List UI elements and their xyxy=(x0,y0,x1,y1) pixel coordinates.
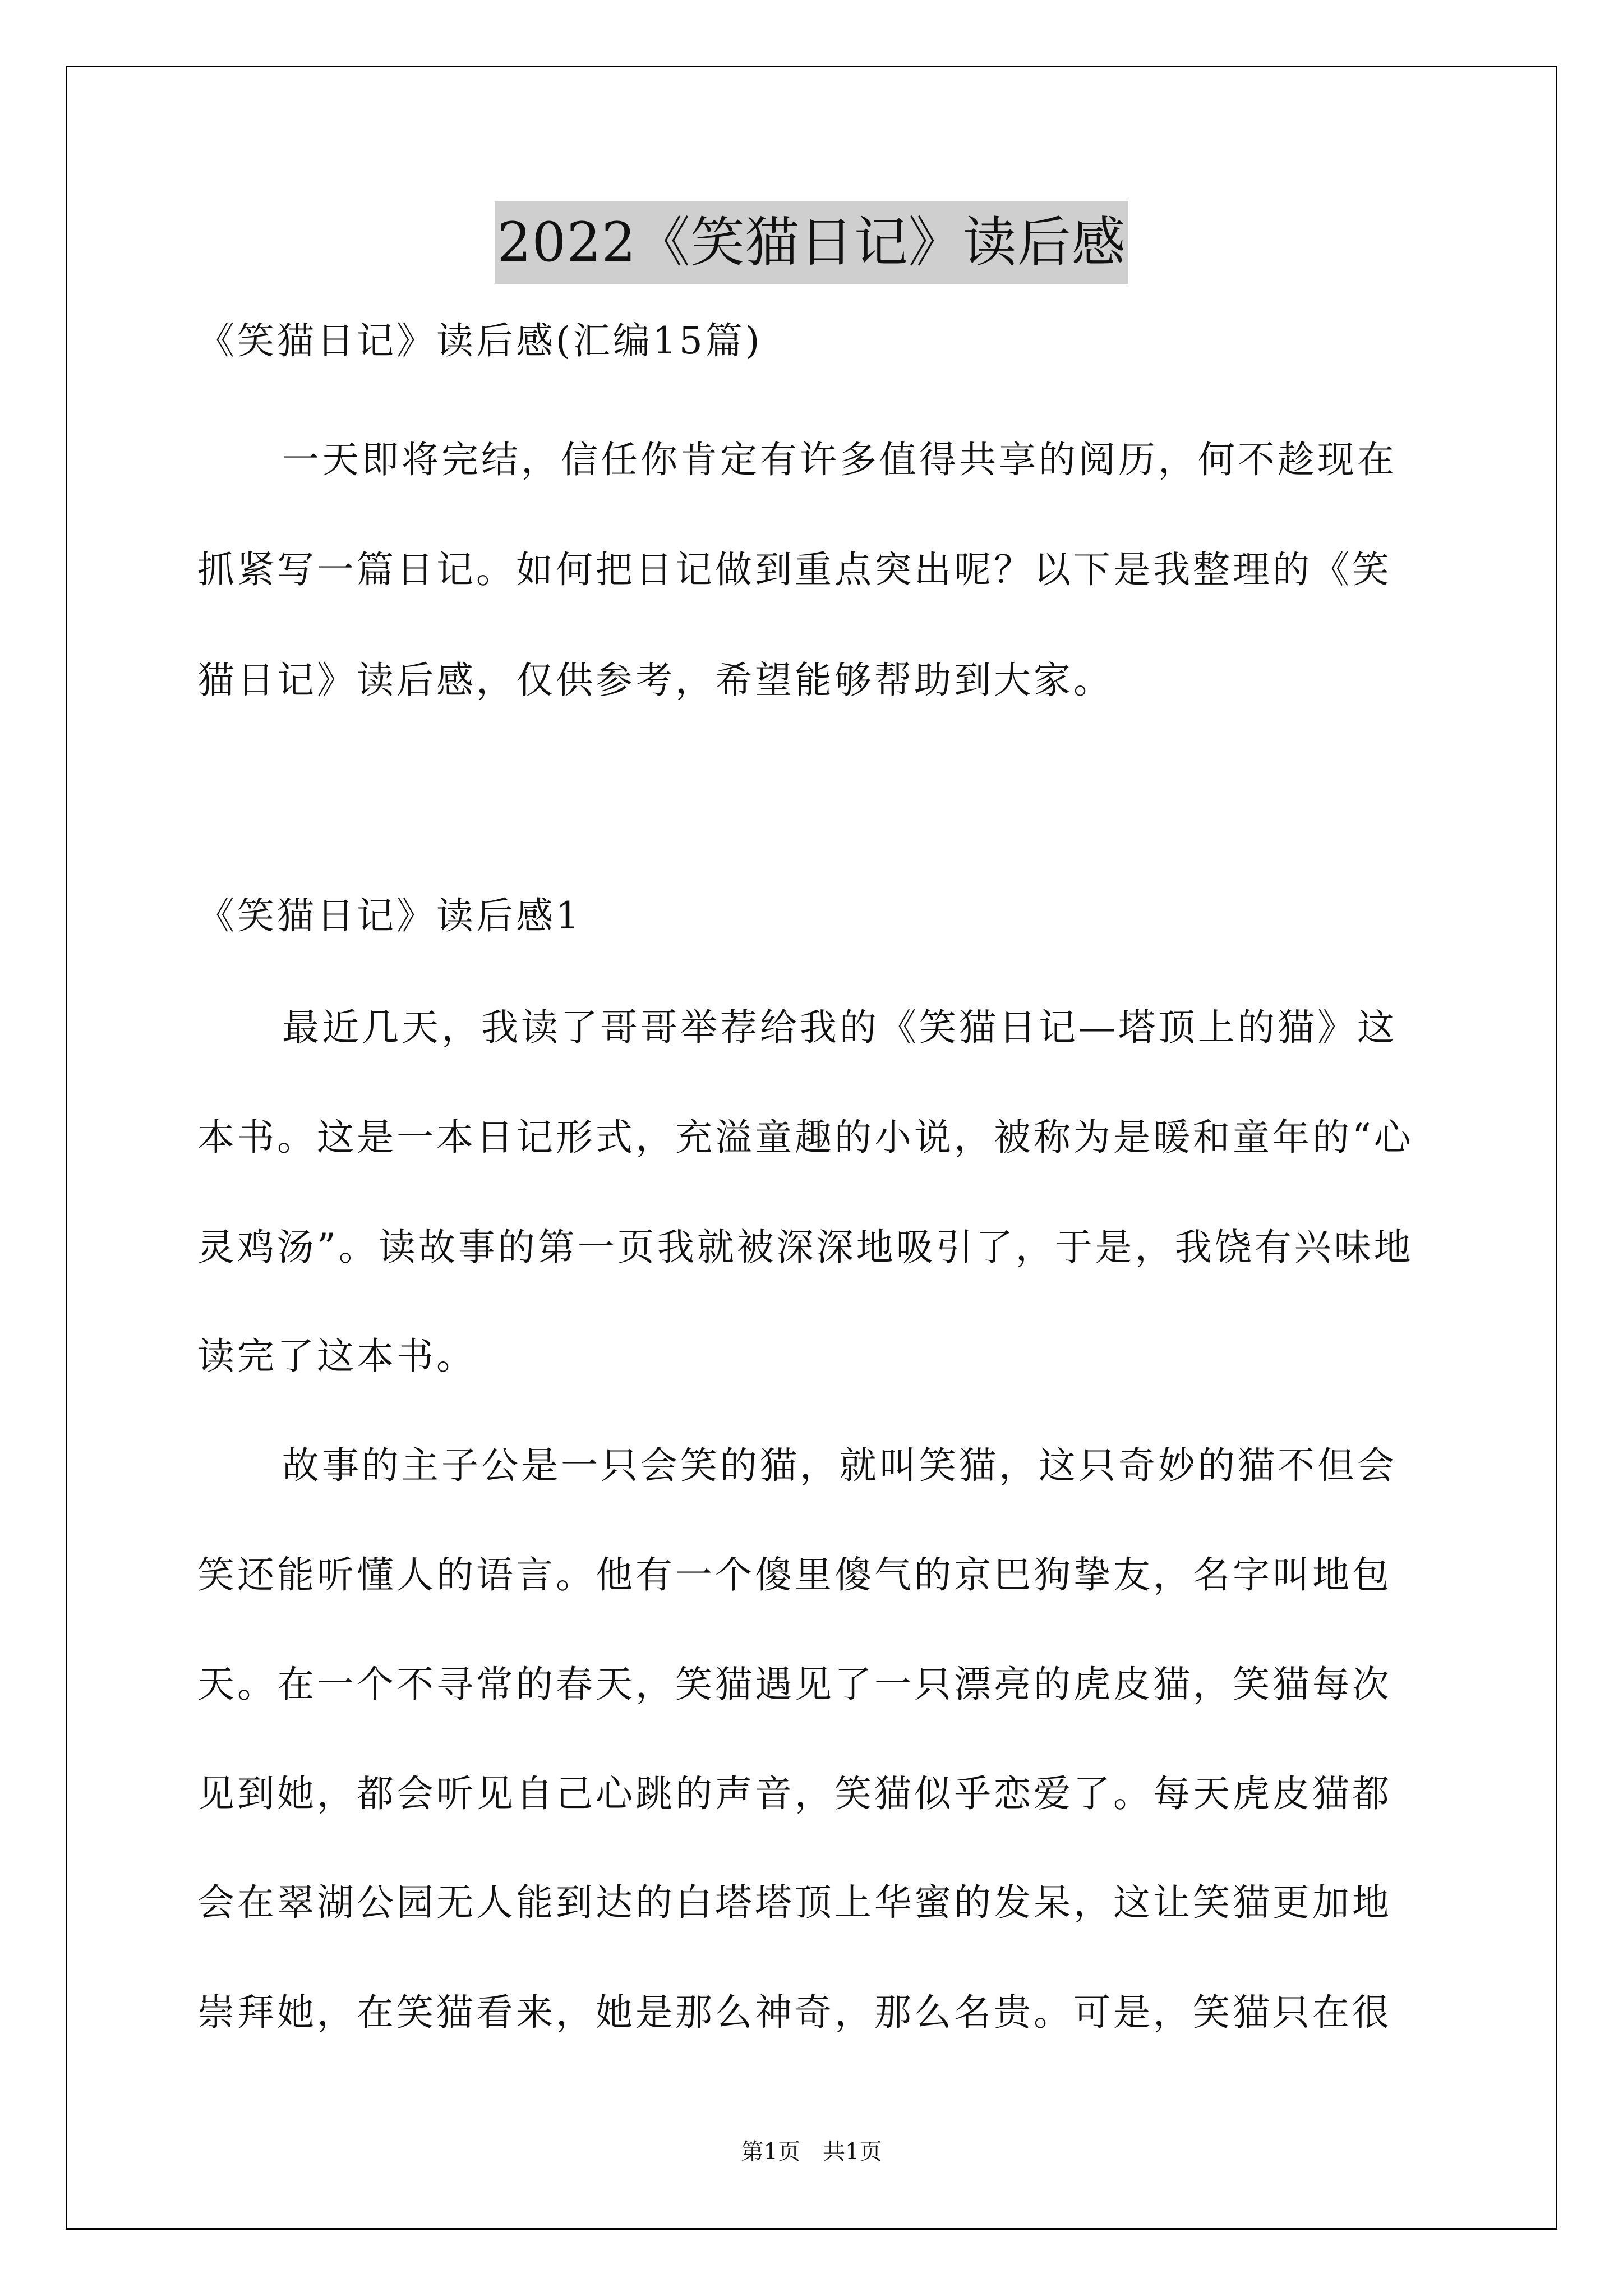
paragraph-line: 崇拜她，在笑猫看来，她是那么神奇，那么名贵。可是，笑猫只在很 xyxy=(197,1991,1392,2034)
intro-line: 猫日记》读后感，仅供参考，希望能够帮助到大家。 xyxy=(197,659,1113,702)
paragraph-line: 见到她，都会听见自己心跳的声音，笑猫似乎恋爱了。每天虎皮猫都 xyxy=(197,1772,1392,1815)
title-container xyxy=(0,201,1623,284)
paragraph-line: 会在翠湖公园无人能到达的白塔塔顶上华蜜的发呆，这让笑猫更加地 xyxy=(197,1881,1392,1924)
document-title: 2022《笑猫日记》读后感 xyxy=(495,201,1128,284)
paragraph-line: 天。在一个不寻常的春天，笑猫遇见了一只漂亮的虎皮猫，笑猫每次 xyxy=(197,1663,1392,1706)
intro-line: 一天即将完结，信任你肯定有许多值得共享的阅历，何不趁现在 xyxy=(282,438,1397,481)
paragraph-line: 笑还能听懂人的语言。他有一个傻里傻气的京巴狗挚友，名字叫地包 xyxy=(197,1553,1392,1596)
paragraph-line: 本书。这是一本日记形式，充溢童趣的小说，被称为是暖和童年的“心 xyxy=(197,1116,1414,1159)
paragraph-line: 读完了这本书。 xyxy=(197,1335,476,1378)
paragraph-line: 最近几天，我读了哥哥举荐给我的《笑猫日记—塔顶上的猫》这 xyxy=(282,1006,1397,1049)
section-heading: 《笑猫日记》读后感1 xyxy=(197,894,582,937)
paragraph-line: 故事的主子公是一只会笑的猫，就叫笑猫，这只奇妙的猫不但会 xyxy=(282,1444,1397,1487)
page-number-footer: 第1页 共1页 xyxy=(741,2139,882,2165)
paragraph-line: 灵鸡汤”。读故事的第一页我就被深深地吸引了，于是，我饶有兴味地 xyxy=(197,1226,1414,1269)
document-subtitle: 《笑猫日记》读后感(汇编15篇) xyxy=(197,319,763,362)
intro-line: 抓紧写一篇日记。如何把日记做到重点突出呢？以下是我整理的《笑 xyxy=(197,548,1392,591)
